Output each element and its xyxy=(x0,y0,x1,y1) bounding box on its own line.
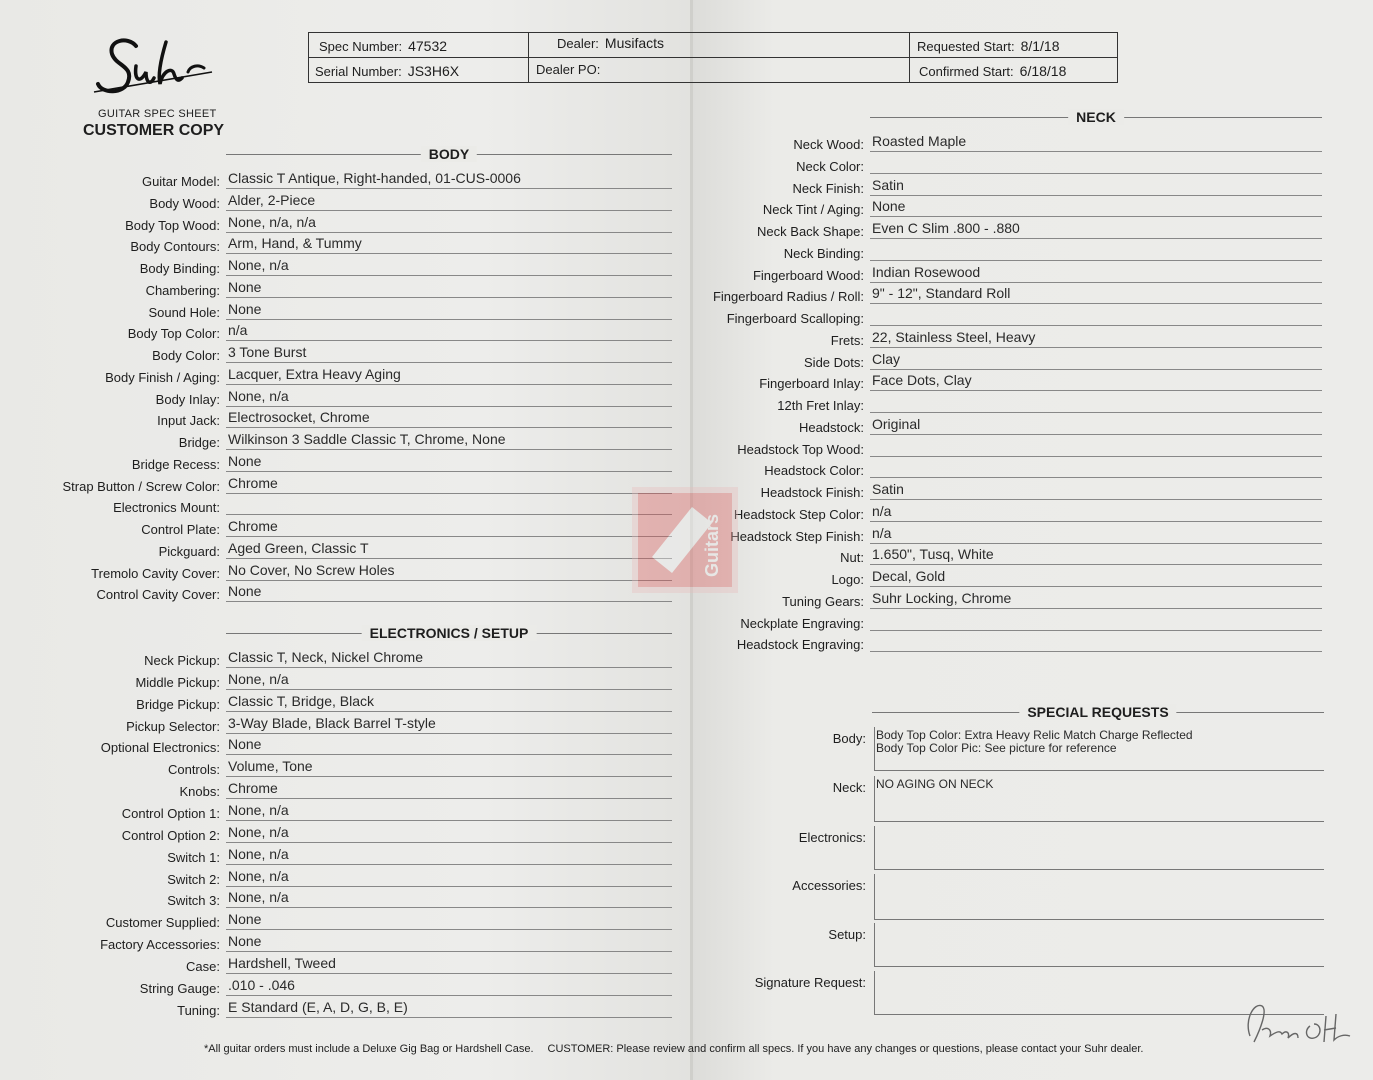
neck-frets-label: Frets: xyxy=(830,332,864,348)
neck-fingerboard-radius-roll-value: 9" - 12", Standard Roll xyxy=(872,285,1011,302)
field-underline xyxy=(226,798,672,799)
spec-number-cell xyxy=(319,38,447,54)
electronics-bridge-pickup-field xyxy=(136,692,672,714)
electronics-tuning-value: E Standard (E, A, D, G, B, E) xyxy=(228,998,408,1015)
body-tremolo-cavity-cover-label: Tremolo Cavity Cover: xyxy=(91,565,220,581)
field-underline xyxy=(226,886,672,887)
neck-neck-finish-label: Neck Finish: xyxy=(792,180,864,196)
neck-neck-finish-value: Satin xyxy=(872,176,904,193)
neck-neck-color-label: Neck Color: xyxy=(796,158,864,174)
special-request-accessories xyxy=(792,874,1324,920)
electronics-knobs-value: Chrome xyxy=(228,780,278,797)
body-section-title: BODY xyxy=(421,146,477,162)
electronics-factory-accessories-value: None xyxy=(228,933,262,950)
body-input-jack-field xyxy=(157,408,672,430)
serial-number-cell xyxy=(315,63,459,79)
body-electronics-mount-label: Electronics Mount: xyxy=(113,500,220,516)
body-body-contours-label: Body Contours: xyxy=(130,239,220,255)
body-body-contours-field xyxy=(130,234,672,256)
body-body-binding-field xyxy=(139,256,672,278)
neck-headstock-step-color-value: n/a xyxy=(872,502,892,519)
body-input-jack-label: Input Jack: xyxy=(157,413,220,429)
field-underline xyxy=(870,564,1322,565)
field-underline xyxy=(226,907,672,908)
body-tremolo-cavity-cover-field xyxy=(91,561,672,583)
electronics-switch-2-value: None, n/a xyxy=(228,867,289,884)
neck-neck-color-field xyxy=(796,154,1322,176)
field-underline xyxy=(226,188,672,189)
field-underline xyxy=(870,456,1322,457)
electronics-section-heading xyxy=(226,625,672,641)
special-request-neck xyxy=(832,776,1324,822)
field-underline xyxy=(870,586,1322,587)
electronics-case-field xyxy=(186,954,672,976)
neck-section-heading xyxy=(870,109,1322,125)
body-chambering-value: None xyxy=(228,278,262,295)
body-sound-hole-value: None xyxy=(228,300,262,317)
neck-headstock-finish-field xyxy=(760,480,1322,502)
neck-headstock-engraving-label: Headstock Engraving: xyxy=(736,637,864,653)
electronics-optional-electronics-field xyxy=(100,735,672,757)
electronics-tuning-label: Tuning: xyxy=(177,1002,220,1018)
dealer-po-label: Dealer PO: xyxy=(536,62,601,77)
dealer-cell xyxy=(557,35,664,51)
neck-neck-binding-label: Neck Binding: xyxy=(783,245,864,261)
field-underline xyxy=(870,195,1322,196)
body-guitar-model-field xyxy=(141,169,672,191)
field-underline xyxy=(870,608,1322,609)
dealer-po-cell xyxy=(536,61,606,77)
electronics-bridge-pickup-value: Classic T, Bridge, Black xyxy=(228,692,375,709)
body-pickguard-value: Aged Green, Classic T xyxy=(228,539,369,556)
body-bridge-label: Bridge: xyxy=(178,435,220,450)
electronics-customer-supplied-value: None xyxy=(228,911,262,928)
body-sound-hole-field xyxy=(148,300,672,322)
electronics-factory-accessories-label: Factory Accessories: xyxy=(100,937,220,953)
special-request-neck-label: Neck: xyxy=(832,780,866,795)
field-underline xyxy=(226,384,672,385)
field-underline xyxy=(226,929,672,930)
neck-logo-label: Logo: xyxy=(831,572,864,587)
field-underline xyxy=(870,651,1322,652)
neck-logo-value: Decal, Gold xyxy=(872,568,946,584)
electronics-controls-field xyxy=(167,757,672,779)
guitars-watermark-icon xyxy=(632,487,738,593)
electronics-optional-electronics-label: Optional Electronics: xyxy=(100,740,220,756)
special-requests-heading xyxy=(872,704,1324,720)
special-request-neck-value: NO AGING ON NECK xyxy=(876,777,994,791)
body-bridge-value: Wilkinson 3 Saddle Classic T, Chrome, None xyxy=(228,431,506,447)
neck-fingerboard-inlay-field xyxy=(759,371,1322,393)
electronics-middle-pickup-field xyxy=(135,670,672,692)
body-control-plate-label: Control Plate: xyxy=(141,522,220,537)
dealer-label: Dealer: xyxy=(557,36,599,51)
body-strap-button-screw-color-label: Strap Button / Screw Color: xyxy=(62,478,220,494)
electronics-knobs-field xyxy=(179,779,672,801)
neck-side-dots-label: Side Dots: xyxy=(804,354,864,370)
field-underline xyxy=(226,667,672,668)
field-underline xyxy=(226,427,672,428)
body-control-cavity-cover-label: Control Cavity Cover: xyxy=(96,587,220,603)
field-underline xyxy=(226,210,672,211)
body-body-top-color-field xyxy=(127,321,672,343)
body-body-top-color-label: Body Top Color: xyxy=(127,326,220,342)
spec-number-label: Spec Number: xyxy=(319,39,403,54)
body-control-plate-value: Chrome xyxy=(228,518,278,534)
body-guitar-model-label: Guitar Model: xyxy=(141,174,220,189)
electronics-control-option-1-label: Control Option 1: xyxy=(121,805,220,821)
confirmed-start-value: 6/18/18 xyxy=(1019,63,1067,79)
electronics-optional-electronics-value: None xyxy=(228,736,262,753)
neck-headstock-finish-value: Satin xyxy=(872,481,904,497)
electronics-controls-label: Controls: xyxy=(167,762,220,778)
neck-fingerboard-radius-roll-label: Fingerboard Radius / Roll: xyxy=(712,289,864,305)
neck-headstock-value: Original xyxy=(872,415,921,432)
electronics-string-gauge-value: .010 - .046 xyxy=(228,976,295,993)
electronics-switch-2-field xyxy=(167,867,672,889)
neck-nut-field xyxy=(840,545,1322,567)
electronics-switch-3-field xyxy=(167,888,672,910)
neck-neck-finish-field xyxy=(792,176,1322,198)
neck-headstock-label: Headstock: xyxy=(798,419,864,435)
body-input-jack-value: Electrosocket, Chrome xyxy=(228,409,370,426)
field-underline xyxy=(226,232,672,233)
neck-headstock-finish-label: Headstock Finish: xyxy=(760,485,864,500)
neck-headstock-field xyxy=(798,415,1322,437)
suhr-logo xyxy=(88,32,218,104)
field-underline xyxy=(226,558,672,559)
special-request-body xyxy=(832,727,1324,771)
field-underline xyxy=(226,580,672,581)
body-control-cavity-cover-value: None xyxy=(228,583,262,600)
special-request-electronics xyxy=(798,826,1324,870)
electronics-pickup-selector-value: 3-Way Blade, Black Barrel T-style xyxy=(228,714,436,731)
body-body-top-color-value: n/a xyxy=(228,322,248,339)
electronics-factory-accessories-field xyxy=(100,932,672,954)
body-chambering-label: Chambering: xyxy=(145,282,220,298)
electronics-string-gauge-field xyxy=(139,976,672,998)
field-underline xyxy=(226,733,672,734)
neck-headstock-engraving-field xyxy=(736,632,1322,654)
electronics-switch-3-label: Switch 3: xyxy=(167,893,220,909)
field-underline xyxy=(870,238,1322,239)
neck-headstock-step-color-field xyxy=(733,502,1322,524)
electronics-switch-2-label: Switch 2: xyxy=(167,871,220,887)
body-body-binding-label: Body Binding: xyxy=(139,261,220,276)
neck-tuning-gears-field xyxy=(782,589,1322,611)
field-underline xyxy=(870,151,1322,152)
body-body-binding-value: None, n/a xyxy=(228,257,289,273)
body-pickguard-label: Pickguard: xyxy=(158,543,220,559)
neck-headstock-color-label: Headstock Color: xyxy=(764,463,864,479)
field-underline xyxy=(226,842,672,843)
spec-number-value: 47532 xyxy=(408,38,448,54)
neck-tuning-gears-label: Tuning Gears: xyxy=(782,593,864,609)
body-body-color-value: 3 Tone Burst xyxy=(228,344,307,360)
neck-neck-tint-aging-label: Neck Tint / Aging: xyxy=(762,202,864,218)
body-body-contours-value: Arm, Hand, & Tummy xyxy=(228,235,362,252)
field-underline xyxy=(226,951,672,952)
electronics-tuning-field xyxy=(177,998,672,1020)
neck-neck-tint-aging-field xyxy=(762,197,1322,219)
neck-fingerboard-scalloping-field xyxy=(726,306,1322,328)
field-underline xyxy=(226,973,672,974)
body-body-top-wood-label: Body Top Wood: xyxy=(125,217,220,233)
body-pickguard-field xyxy=(158,539,672,561)
requested-start-value: 8/1/18 xyxy=(1020,38,1060,54)
request-box xyxy=(874,923,1324,967)
neck-headstock-step-finish-field xyxy=(730,524,1322,546)
field-underline xyxy=(226,776,672,777)
electronics-switch-1-field xyxy=(167,845,672,867)
serial-number-label: Serial Number: xyxy=(315,64,402,79)
field-underline xyxy=(226,340,672,341)
neck-12th-fret-inlay-label: 12th Fret Inlay: xyxy=(777,398,864,413)
neck-headstock-step-finish-label: Headstock Step Finish: xyxy=(730,528,864,544)
watermark-text: Guitars xyxy=(702,513,722,577)
requested-start-label: Requested Start: xyxy=(917,39,1015,54)
footer-note xyxy=(204,1043,1143,1055)
body-body-finish-aging-field xyxy=(105,365,672,387)
neck-logo-field xyxy=(831,567,1322,589)
electronics-neck-pickup-label: Neck Pickup: xyxy=(144,653,220,668)
neck-fingerboard-inlay-value: Face Dots, Clay xyxy=(872,372,972,389)
electronics-customer-supplied-field xyxy=(105,910,672,932)
neck-headstock-top-wood-field xyxy=(737,437,1322,459)
serial-number-value: JS3H6X xyxy=(407,63,460,79)
neck-nut-value: 1.650", Tusq, White xyxy=(872,546,994,563)
body-tremolo-cavity-cover-value: No Cover, No Screw Holes xyxy=(228,561,395,578)
field-underline xyxy=(870,260,1322,261)
neck-fingerboard-radius-roll-field xyxy=(712,284,1322,306)
field-underline xyxy=(870,412,1322,413)
gig-bag-note: *All guitar orders must include a Deluxe Gig Bag or Hardshell Case. xyxy=(204,1043,534,1055)
field-underline xyxy=(226,820,672,821)
field-underline xyxy=(226,253,672,254)
requested-start-cell xyxy=(917,38,1060,54)
body-body-color-field xyxy=(152,343,672,365)
special-requests-title: SPECIAL REQUESTS xyxy=(1019,704,1176,720)
electronics-customer-supplied-label: Customer Supplied: xyxy=(105,915,220,931)
copy-label: CUSTOMER COPY xyxy=(83,122,225,139)
neck-side-dots-value: Clay xyxy=(872,350,901,367)
body-body-finish-aging-label: Body Finish / Aging: xyxy=(105,369,220,385)
field-underline xyxy=(226,995,672,996)
field-underline xyxy=(870,499,1322,500)
neck-neck-back-shape-label: Neck Back Shape: xyxy=(757,224,864,239)
body-body-top-wood-value: None, n/a, n/a xyxy=(228,213,316,230)
neck-12th-fret-inlay-field xyxy=(777,393,1322,415)
neck-neckplate-engraving-field xyxy=(740,611,1322,633)
field-underline xyxy=(870,477,1322,478)
spec-header-table xyxy=(308,32,1118,83)
field-underline xyxy=(870,369,1322,370)
neck-neck-wood-field xyxy=(793,132,1322,154)
electronics-middle-pickup-value: None, n/a xyxy=(228,670,289,687)
neck-headstock-step-color-label: Headstock Step Color: xyxy=(733,506,864,522)
body-sound-hole-label: Sound Hole: xyxy=(148,304,220,320)
neck-headstock-color-field xyxy=(764,458,1322,480)
body-strap-button-screw-color-field xyxy=(62,474,672,496)
field-underline xyxy=(870,173,1322,174)
sheet-title: GUITAR SPEC SHEET xyxy=(98,108,217,120)
electronics-switch-1-label: Switch 1: xyxy=(167,849,220,865)
electronics-pickup-selector-field xyxy=(126,714,672,736)
field-underline xyxy=(226,275,672,276)
special-request-body-label: Body: xyxy=(832,731,866,746)
field-underline xyxy=(226,514,672,515)
body-bridge-recess-value: None xyxy=(228,452,262,469)
field-underline xyxy=(870,325,1322,326)
body-body-finish-aging-value: Lacquer, Extra Heavy Aging xyxy=(228,365,401,382)
field-underline xyxy=(870,543,1322,544)
special-request-accessories-label: Accessories: xyxy=(792,878,866,893)
body-electronics-mount-field xyxy=(113,495,672,517)
neck-neck-wood-label: Neck Wood: xyxy=(793,137,864,152)
electronics-middle-pickup-label: Middle Pickup: xyxy=(135,674,220,690)
electronics-bridge-pickup-label: Bridge Pickup: xyxy=(136,696,220,712)
field-underline xyxy=(226,449,672,450)
confirmed-start-label: Confirmed Start: xyxy=(919,64,1014,79)
field-underline xyxy=(226,536,672,537)
electronics-knobs-label: Knobs: xyxy=(179,784,220,800)
neck-tuning-gears-value: Suhr Locking, Chrome xyxy=(872,589,1012,606)
body-control-plate-field xyxy=(141,517,672,539)
body-body-wood-label: Body Wood: xyxy=(149,195,220,211)
neck-fingerboard-inlay-label: Fingerboard Inlay: xyxy=(759,376,864,392)
electronics-controls-value: Volume, Tone xyxy=(228,758,313,775)
neck-neckplate-engraving-label: Neckplate Engraving: xyxy=(740,615,864,631)
body-body-inlay-value: None, n/a xyxy=(228,387,289,404)
body-strap-button-screw-color-value: Chrome xyxy=(228,474,278,491)
neck-section-title: NECK xyxy=(1068,109,1124,125)
neck-fingerboard-wood-field xyxy=(752,263,1322,285)
neck-neck-wood-value: Roasted Maple xyxy=(872,133,967,149)
neck-neck-back-shape-field xyxy=(757,219,1322,241)
field-underline xyxy=(226,689,672,690)
dealer-value: Musifacts xyxy=(604,35,665,51)
field-underline xyxy=(870,390,1322,391)
field-underline xyxy=(226,601,672,602)
field-underline xyxy=(870,303,1322,304)
special-request-setup-label: Setup: xyxy=(828,927,866,942)
body-body-wood-value: Alder, 2-Piece xyxy=(228,191,316,208)
field-underline xyxy=(870,521,1322,522)
electronics-switch-3-value: None, n/a xyxy=(228,889,289,906)
neck-fingerboard-wood-label: Fingerboard Wood: xyxy=(752,267,864,283)
body-bridge-recess-label: Bridge Recess: xyxy=(131,456,220,472)
field-underline xyxy=(226,319,672,320)
neck-neck-back-shape-value: Even C Slim .800 - .880 xyxy=(872,220,1020,236)
body-body-top-wood-field xyxy=(125,213,672,235)
body-body-inlay-field xyxy=(155,387,672,409)
neck-side-dots-field xyxy=(804,350,1322,372)
special-request-electronics-label: Electronics: xyxy=(798,830,866,845)
neck-fingerboard-wood-value: Indian Rosewood xyxy=(872,263,981,280)
electronics-case-label: Case: xyxy=(186,958,220,974)
neck-neck-binding-field xyxy=(783,241,1322,263)
field-underline xyxy=(226,711,672,712)
neck-frets-field xyxy=(830,328,1322,350)
field-underline xyxy=(870,347,1322,348)
body-guitar-model-value: Classic T Antique, Right-handed, 01-CUS-0006 xyxy=(228,170,521,186)
field-underline xyxy=(226,406,672,407)
electronics-control-option-2-field xyxy=(121,823,672,845)
handwritten-signature xyxy=(1240,996,1360,1052)
special-request-body-value: Body Top Color: Extra Heavy Relic Match Charge Reflected Body Top Color Pic: See picture for reference xyxy=(876,728,1193,755)
electronics-pickup-selector-label: Pickup Selector: xyxy=(126,718,220,734)
electronics-string-gauge-label: String Gauge: xyxy=(139,980,220,996)
body-bridge-recess-field xyxy=(131,452,672,474)
request-box xyxy=(874,826,1324,870)
electronics-control-option-1-field xyxy=(121,801,672,823)
field-underline xyxy=(870,434,1322,435)
customer-review-note: CUSTOMER: Please review and confirm all specs. If you have any changes or questions, please contact your Suhr dealer. xyxy=(547,1043,1144,1055)
field-underline xyxy=(226,864,672,865)
body-body-inlay-label: Body Inlay: xyxy=(155,391,220,407)
confirmed-start-cell xyxy=(919,63,1066,79)
neck-neck-tint-aging-value: None xyxy=(872,198,906,215)
field-underline xyxy=(226,471,672,472)
neck-frets-value: 22, Stainless Steel, Heavy xyxy=(872,328,1036,345)
field-underline xyxy=(226,1017,672,1018)
electronics-control-option-2-value: None, n/a xyxy=(228,823,289,840)
electronics-neck-pickup-value: Classic T, Neck, Nickel Chrome xyxy=(228,649,424,665)
neck-headstock-top-wood-label: Headstock Top Wood: xyxy=(737,441,864,457)
field-underline xyxy=(870,282,1322,283)
electronics-switch-1-value: None, n/a xyxy=(228,845,289,862)
field-underline xyxy=(870,630,1322,631)
body-body-wood-field xyxy=(149,191,672,213)
electronics-section-title: ELECTRONICS / SETUP xyxy=(362,625,537,641)
body-control-cavity-cover-field xyxy=(96,582,672,604)
special-request-signature-request-label: Signature Request: xyxy=(754,975,866,990)
electronics-control-option-1-value: None, n/a xyxy=(228,801,289,818)
neck-nut-label: Nut: xyxy=(840,550,864,566)
electronics-neck-pickup-field xyxy=(144,648,672,670)
body-bridge-field xyxy=(178,430,672,452)
neck-headstock-step-finish-value: n/a xyxy=(872,524,892,541)
request-box xyxy=(874,874,1324,920)
field-underline xyxy=(870,216,1322,217)
field-underline xyxy=(226,297,672,298)
electronics-control-option-2-label: Control Option 2: xyxy=(121,827,220,843)
field-underline xyxy=(226,754,672,755)
body-chambering-field xyxy=(145,278,672,300)
special-request-setup xyxy=(828,923,1324,967)
field-underline xyxy=(226,493,672,494)
field-underline xyxy=(226,362,672,363)
neck-fingerboard-scalloping-label: Fingerboard Scalloping: xyxy=(726,311,864,326)
body-section-heading xyxy=(226,146,672,162)
electronics-case-value: Hardshell, Tweed xyxy=(228,954,336,971)
body-body-color-label: Body Color: xyxy=(152,348,220,363)
